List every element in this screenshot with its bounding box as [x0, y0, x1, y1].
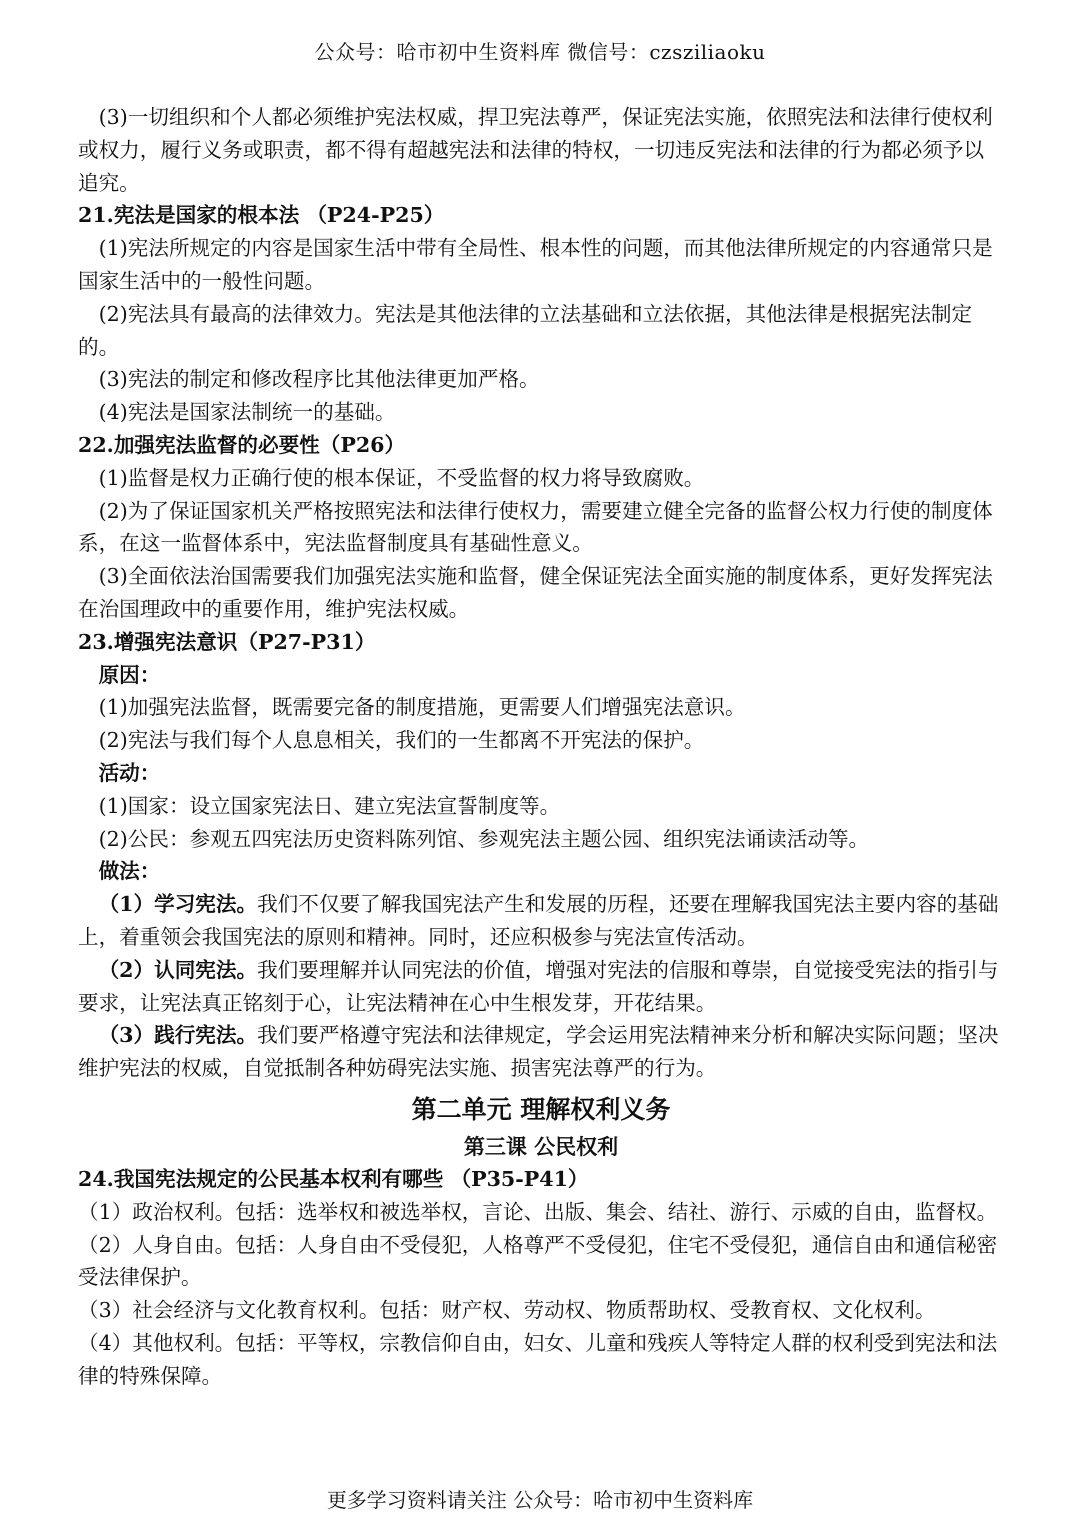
paragraph: (1)宪法所规定的内容是国家生活中带有全局性、根本性的问题，而其他法律所规定的内容通常只是国家生活中的一般性问题。 — [78, 236, 993, 293]
paragraph: （2）人身自由。包括：人身自由不受侵犯，人格尊严不受侵犯，住宅不受侵犯，通信自由和通信秘密受法律保护。 — [78, 1232, 998, 1290]
paragraph: (3)一切组织和个人都必须维护宪法权威，捍卫宪法尊严，保证宪法实施，依照宪法和法律行使权利或权力，履行义务或职责，都不得有超越宪法和法律的特权，一切违反宪法和法律的行为都必须予以追究。 — [78, 105, 993, 195]
unit-title: 第二单元 理解权利义务 — [411, 1094, 671, 1124]
method-label: （2）认同宪法。 — [98, 957, 258, 982]
paragraph: （1）政治权利。包括：选举权和被选举权，言论、出版、集会、结社、游行、示威的自由，监督权。 — [78, 1199, 998, 1224]
paragraph: (4)宪法是国家法制统一的基础。 — [98, 400, 396, 425]
page-header: 公众号：哈市初中生资料库 微信号：czsziliaoku — [314, 40, 766, 64]
subheading-reason: 原因： — [98, 662, 161, 687]
document-body — [78, 101, 1004, 1392]
section-heading: 21.宪法是国家的根本法 （P24-P25） — [78, 203, 445, 228]
method-label: （3）践行宪法。 — [98, 1023, 258, 1048]
subheading-activity: 活动： — [98, 760, 161, 785]
section-heading: 23.增强宪法意识（P27-P31） — [78, 629, 376, 654]
method-text: 我们不仅要了解我国宪法产生和发展的历程，还要在理解我国宪法主要内容的基础上，着重领会我国宪法的原则和精神。同时，还应积极参与宪法宣传活动。 — [78, 892, 999, 949]
section-heading: 24.我国宪法规定的公民基本权利有哪些 （P35-P41） — [78, 1166, 589, 1191]
paragraph: (1)加强宪法监督，既需要完备的制度措施，更需要人们增强宪法意识。 — [98, 695, 746, 720]
paragraph: (2)宪法具有最高的法律效力。宪法是其他法律的立法基础和立法依据，其他法律是根据宪法制定的。 — [78, 301, 973, 359]
paragraph — [78, 888, 1004, 954]
lesson-title: 第三课 公民权利 — [463, 1133, 619, 1159]
paragraph — [78, 954, 1004, 1020]
paragraph — [78, 1019, 1004, 1085]
paragraph: (2)为了保证国家机关严格按照宪法和法律行使权力，需要建立健全完备的监督公权力行使的制度体系，在这一监督体系中，宪法监督制度具有基础性意义。 — [78, 498, 993, 556]
paragraph: (1)国家：设立国家宪法日、建立宪法宣誓制度等。 — [98, 793, 561, 818]
paragraph: （3）社会经济与文化教育权利。包括：财产权、劳动权、物质帮助权、受教育权、文化权利。 — [78, 1298, 936, 1323]
paragraph: (3)宪法的制定和修改程序比其他法律更加严格。 — [98, 367, 540, 392]
method-text: 我们要理解并认同宪法的价值，增强对宪法的信服和尊崇，自觉接受宪法的指引与要求，让宪法真正铭刻于心，让宪法精神在心中生根发芽，开花结果。 — [78, 957, 999, 1015]
paragraph: (3)全面依法治国需要我们加强宪法实施和监督，健全保证宪法全面实施的制度体系，更好发挥宪法在治国理政中的重要作用，维护宪法权威。 — [78, 564, 993, 621]
paragraph: (2)宪法与我们每个人息息相关，我们的一生都离不开宪法的保护。 — [98, 728, 705, 753]
section-heading: 22.加强宪法监督的必要性（P26） — [78, 432, 406, 457]
method-label: （1）学习宪法。 — [98, 892, 258, 917]
paragraph: (2)公民：参观五四宪法历史资料陈列馆、参观宪法主题公园、组织宪法诵读活动等。 — [98, 826, 870, 851]
subheading-method: 做法： — [98, 859, 161, 884]
page-footer: 更多学习资料请关注 公众号：哈市初中生资料库 — [326, 1488, 754, 1512]
method-text: 我们要严格遵守宪法和法律规定，学会运用宪法精神来分析和解决实际问题；坚决维护宪法的权威，自觉抵制各种妨碍宪法实施、损害宪法尊严的行为。 — [78, 1023, 999, 1081]
paragraph: （4）其他权利。包括：平等权，宗教信仰自由，妇女、儿童和残疾人等特定人群的权利受到宪法和法律的特殊保障。 — [78, 1330, 998, 1388]
paragraph: (1)监督是权力正确行使的根本保证，不受监督的权力将导致腐败。 — [98, 465, 705, 490]
